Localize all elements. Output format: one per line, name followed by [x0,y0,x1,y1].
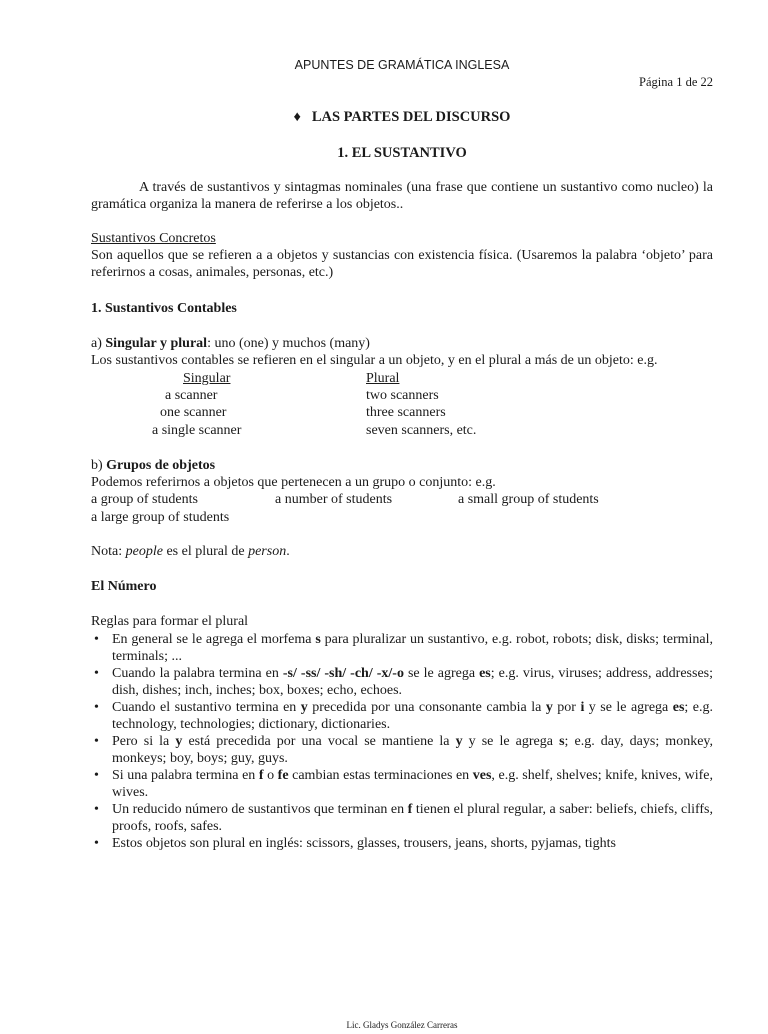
list-item: • En general se le agrega el morfema s para pluralizar un sustantivo, e.g. robot, robots; disk, disks; terminal, terminals; ... [94,632,713,664]
bullet-icon: • [94,768,99,783]
contables-heading: 1. Sustantivos Contables [91,301,237,316]
contables-description: Los sustantivos contables se refieren en el singular a un objeto, y en el plural a más de un objeto: e.g. [91,353,658,368]
rules-intro: Reglas para formar el plural [91,614,249,629]
bullet-icon: • [94,700,99,715]
bullet-icon: • [94,802,99,817]
concretos-heading: Sustantivos Concretos [91,231,216,246]
plural-header: Plural [366,371,400,386]
list-item: • Cuando el sustantivo termina en y precedida por una consonante cambia la y por i y se le agrega es; e.g. technology, technologies; dictionary, dictionaries. [94,700,713,732]
page-number: Página 1 de 22 [639,75,713,89]
section-title [0,109,768,126]
list-item: • Un reducido número de sustantivos que terminan en f tienen el plural regular, a saber: beliefs, chiefs, cliffs, proofs, roofs, safes. [94,802,713,834]
list-item: • Estos objetos son plural en inglés: scissors, glasses, trousers, jeans, shorts, pyjamas, tights [94,836,616,851]
plural-item: two scanners [366,388,439,403]
footer-author: Lic. Gladys González Carreras [346,1020,458,1030]
intro-paragraph: A través de sustantivos y sintagmas nominales (una frase que contiene un sustantivo como nucleo) la gramática organiza la manera de referirse a los objetos.. [91,180,713,212]
singular-item: a single scanner [152,423,242,438]
grupos-description: Podemos referirnos a objetos que pertenecen a un grupo o conjunto: e.g. [91,475,496,490]
singular-item: one scanner [160,405,227,420]
bullet-icon: • [94,734,99,749]
plural-item: seven scanners, etc. [366,423,477,438]
section-title-text: LAS PARTES DEL DISCURSO [311,109,511,125]
concretos-text: Son aquellos que se refieren a a objetos y sustancias con existencia física. (Usaremos la palabra ‘objeto’ para referirnos a cosas, animales, personas, etc.) [91,248,713,280]
singular-item: a scanner [165,388,218,403]
group-example: a small group of students [458,492,599,507]
plural-item: three scanners [366,405,446,420]
plural-rules-list [91,631,713,852]
group-example: a large group of students [91,510,230,525]
list-item: • Pero si la y está precedida por una vocal se mantiene la y y se le agrega s; e.g. day, days; monkey, monkeys; boy, boys; guy, guys. [94,734,714,766]
singular-plural-line: a) Singular y plural: uno (one) y muchos (many) [91,336,370,351]
list-item: • Si una palabra termina en f o fe cambian estas terminaciones en ves, e.g. shelf, shelves; knife, knives, wife, wives. [94,768,714,800]
header-title: APUNTES DE GRAMÁTICA INGLESA [294,58,510,72]
singular-header: Singular [183,371,231,386]
numero-heading: El Número [91,579,157,594]
list-item: • Cuando la palabra termina en -s/ -ss/ -sh/ -ch/ -x/-o se le agrega es; e.g. virus, viruses; address, addresses; dish, dishes; inch, inches; box, boxes; echo, echoes. [94,666,713,698]
note-people: Nota: people es el plural de person. [91,544,290,559]
grupos-line: b) Grupos de objetos [91,458,216,473]
diamond-bullet-icon: ♦ [293,109,301,125]
bullet-icon: • [94,836,99,851]
group-example: a number of students [275,492,393,507]
subtitle: 1. EL SUSTANTIVO [337,145,467,161]
bullet-icon: • [94,632,99,647]
group-example: a group of students [91,492,198,507]
bullet-icon: • [94,666,99,681]
